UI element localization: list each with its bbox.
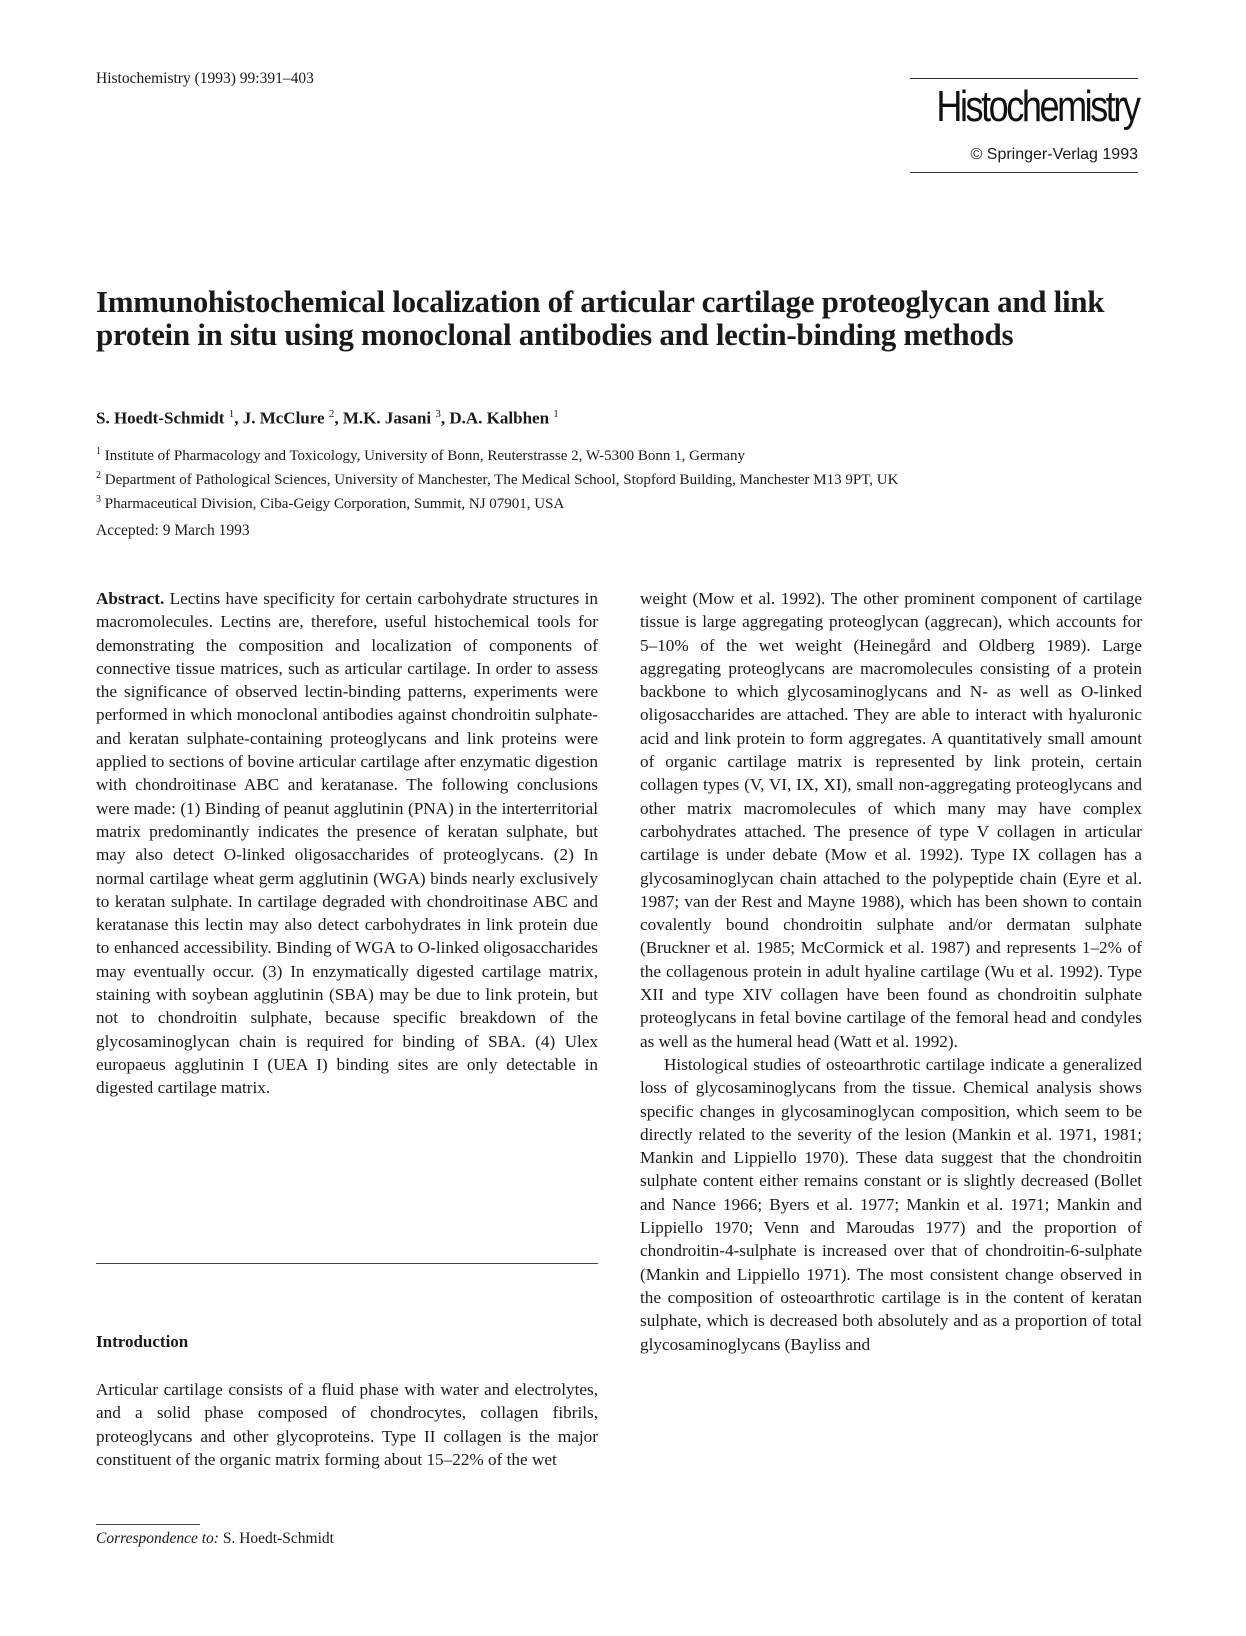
author-affiliation-mark: 3 [435, 408, 441, 420]
affiliation-text: Institute of Pharmacology and Toxicology, University of Bonn, Reuterstrasse 2, W-5300 Bonn 1, Germany [104, 448, 745, 464]
affiliation-mark: 2 [96, 470, 101, 481]
affiliation-mark: 3 [96, 494, 101, 505]
intro-section [96, 1378, 598, 1471]
header-rule-top [910, 78, 1138, 79]
author-name: S. Hoedt-Schmidt [96, 408, 225, 428]
body-paragraph: Histological studies of osteoarthrotic cartilage indicate a generalized loss of glycosaminoglycans from the tissue. Chemical analysis shows specific changes in glycosaminoglycan composition, which seem to be directly related to the severity of the lesion (Mankin et al. 1971, 1981; Mankin and Lippiello 1970). These data suggest that the chondroitin sulphate content either remains constant or is slightly decreased (Bollet and Nance 1966; Byers et al. 1977; Mankin et al. 1971; Mankin and Lippiello 1970; Venn and Maroudas 1977) and the proportion of chondroitin-4-sulphate is increased over that of chondroitin-6-sulphate (Mankin and Lippiello 1971). The most consistent change observed in the composition of osteoarthrotic cartilage is in the content of keratan sulphate, which is decreased both absolutely and as a proportion of total glycosaminoglycans (Bayliss and [640, 1054, 1142, 1354]
abstract-section [96, 587, 598, 1100]
affiliation [96, 442, 898, 466]
journal-logo: Histochemistry [935, 82, 1138, 131]
right-column [640, 587, 1142, 1356]
affiliation [96, 466, 898, 490]
affiliation-text: Pharmaceutical Division, Ciba-Geigy Corporation, Summit, NJ 07901, USA [104, 496, 565, 512]
affiliation [96, 490, 898, 514]
author-affiliation-mark: 1 [553, 408, 559, 420]
abstract-paragraph [96, 587, 598, 1100]
accepted-date: Accepted: 9 March 1993 [96, 522, 250, 539]
author-affiliation-mark: 2 [328, 408, 335, 420]
affiliation-list [96, 442, 898, 514]
abstract-label: Abstract. [96, 589, 165, 608]
footnote-rule [96, 1524, 200, 1525]
affiliation-mark: 1 [96, 446, 101, 457]
body-paragraph: Articular cartilage consists of a fluid phase with water and electrolytes, and a solid phase composed of chondrocytes, collagen fibrils, proteoglycans and other glycoproteins. Type II collagen is the major constituent of the organic matrix forming about 15–22% of the wet [96, 1380, 598, 1469]
author-name: D.A. Kalbhen [449, 408, 550, 428]
correspondence-footnote [96, 1530, 334, 1548]
journal-citation: Histochemistry (1993) 99:391–403 [96, 70, 314, 87]
section-heading: Introduction [96, 1332, 189, 1351]
affiliation-text: Department of Pathological Sciences, University of Manchester, The Medical School, Stopford Building, Manchester M13 9PT, UK [104, 472, 899, 488]
author-name: M.K. Jasani [342, 408, 432, 428]
body-paragraph: weight (Mow et al. 1992). The other prominent component of cartilage tissue is large aggregating proteoglycan (aggrecan), which accounts for 5–10% of the wet weight (Heinegård and Oldberg 1989). Large aggregating proteoglycans are macromolecules consisting of a protein backbone to which glycosaminoglycans and N- as well as O-linked oligosaccharides are attached. They are able to interact with hyaluronic acid and link protein to form aggregates. A quantitatively small amount of organic cartilage matrix is represented by link protein, certain collagen types (V, VI, IX, XI), small non-aggregating proteoglycans and other matrix macromolecules of which many may have complex carbohydrates attached. The presence of type V collagen in articular cartilage is under debate (Mow et al. 1992). Type IX collagen has a glycosaminoglycan chain attached to the polypeptide chain (Eyre et al. 1987; van der Rest and Mayne 1988), which has been shown to contain covalently bound chondroitin sulphate and/or dermatan sulphate (Bruckner et al. 1985; McCormick et al. 1987) and represents 1–2% of the collagenous protein in adult hyaline cartilage (Wu et al. 1992). Type XII and type XIV collagen have been found as chondroitin sulphate proteoglycans in fetal bovine cartilage of the femoral head and condyles as well as the humeral head (Watt et al. 1992). [640, 589, 1142, 1051]
abstract-text: Lectins have specificity for certain carbohydrate structures in macromolecules. Lectins are, therefore, useful histochemical tools for demonstrating the composition and localization of components of connective tissue matrices, such as articular cartilage. In order to assess the significance of observed lectin-binding patterns, experiments were performed in which monoclonal antibodies against chondroitin sulphate- and keratan sulphate-containing proteoglycans and link proteins were applied to sections of bovine articular cartilage after enzymatic digestion with chondroitinase ABC and keratanase. The following conclusions were made: (1) Binding of peanut agglutinin (PNA) in the interterritorial matrix predominantly indicates the presence of keratan sulphate, but may also detect O-linked oligosaccharides of proteoglycans. (2) In normal cartilage wheat germ agglutinin (WGA) binds nearly exclusively to keratan sulphate. In cartilage degraded with chondroitinase ABC and keratanase this lectin may also detect carbohydrates in link protein due to enhanced accessibility. Binding of WGA to O-linked oligosaccharides may eventually occur. (3) In enzymatically digested cartilage matrix, staining with soybean agglutinin (SBA) may be due to link protein, but not to chondroitin sulphate, because specific breakdown of the glycosaminoglycan chain is required for binding of SBA. (4) Ulex europaeus agglutinin I (UEA I) binding sites are only detectable in digested cartilage matrix. [96, 589, 599, 1098]
copyright-notice: © Springer-Verlag 1993 [970, 146, 1138, 163]
article-title: Immunohistochemical localization of articular cartilage proteoglycan and link protein in situ using monoclonal antibodies and lectin-binding methods [96, 284, 1105, 352]
author-affiliation-mark: 1 [228, 408, 235, 420]
author-list: S. Hoedt-Schmidt $^1$, J. McClure $^2$, M.K. Jasani $^3$, D.A. Kalbhen $^1$ [96, 408, 559, 428]
author-name: J. McClure [242, 408, 325, 428]
footnote-label: Correspondence to: [96, 1530, 219, 1547]
section-divider [96, 1263, 598, 1264]
footnote-name: S. Hoedt-Schmidt [222, 1530, 334, 1547]
header-rule-bottom [910, 172, 1138, 173]
